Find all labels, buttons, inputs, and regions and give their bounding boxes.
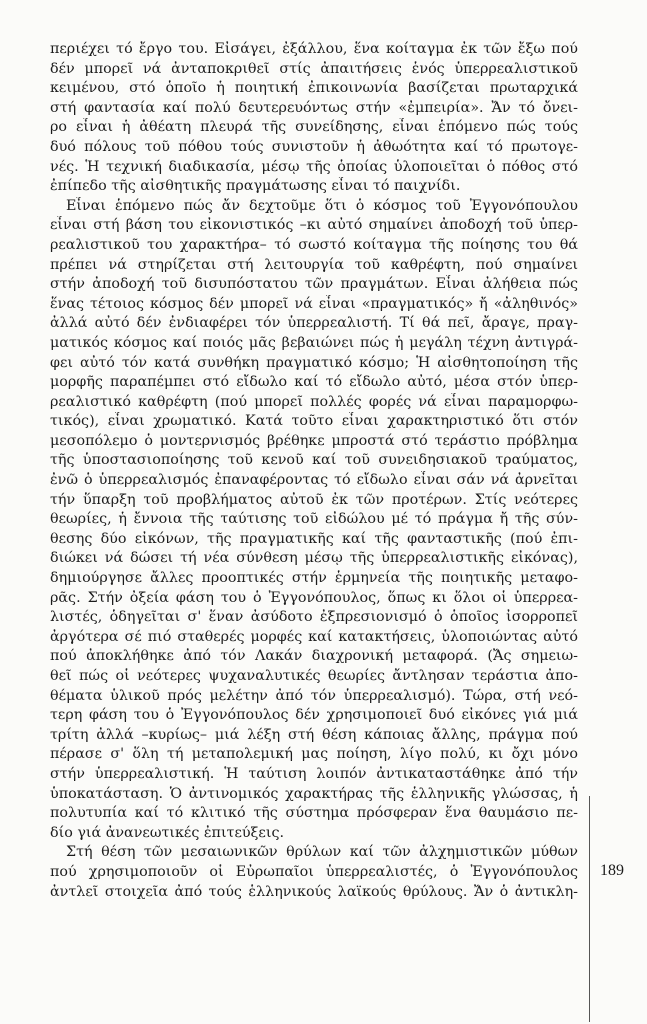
text-line: ρεαλιστικό καθρέφτη (πού μπορεῖ πολλές φορές νά εἶναι παραμορφω-	[50, 393, 578, 410]
text-line: νές. Ἡ τεχνική διαδικασία, μέσῳ τῆς ὁποίας ὑλοποιεῖται ὁ πόθος στό	[50, 158, 578, 175]
text-line: μορφῆς παραπέμπει στό εἴδωλο καί τό εἴδωλο αὐτό, μέσα στόν ὑπερ-	[50, 374, 578, 391]
text-line: ρεαλιστικοῦ του χαρακτήρα– τό σωστό κοίταγμα τῆς ποίησης του θά	[50, 236, 578, 253]
text-line: στήν ὑπερρεαλιστική. Ἡ ταύτιση λοιπόν ἀντικαταστάθηκε ἀπό τήν	[50, 765, 578, 782]
text-line: ἀντλεῖ στοιχεῖα ἀπό τούς ἑλληνικούς λαϊκούς θρύλους. Ἄν ὁ ἀντικλη-	[50, 883, 578, 900]
text-line: στή φαντασία καί πολύ δευτερευόντως στήν «ἐμπειρία». Ἄν τό ὄνει-	[50, 99, 578, 116]
text-line: εἶναι στή βάση του εἰκονιστικός –κι αὐτό σημαίνει ἀποδοχή τοῦ ὑπερ-	[50, 217, 578, 234]
page-number: 189	[600, 862, 624, 879]
text-line: δυό πόλους τοῦ πόθου τούς συνιστοῦν ἡ ἀθωότητα καί τό πρωτογε-	[50, 138, 578, 155]
text-line: πρέπει νά στηρίζεται στή λειτουργία τοῦ καθρέφτη, πού σημαίνει	[50, 256, 578, 273]
text-line: διώκει νά δώσει τή νέα σύνθεση μέσῳ τῆς ὑπερρεαλιστικῆς εἰκόνας),	[50, 550, 578, 567]
text-line: πολυτυπία καί τό κλιτικό τῆς σύστημα πρόσφεραν ἕνα θαυμάσιο πε-	[50, 805, 578, 822]
text-line: τήν ὕπαρξη τοῦ προβλήματος αὐτοῦ ἐκ τῶν προτέρων. Στίς νεότερες	[50, 491, 578, 508]
text-line: ρᾶς. Στήν ὀξεία φάση του ὁ Ἐγγονόπουλος, ὅπως κι ὅλοι οἱ ὑπερρεα-	[50, 589, 578, 606]
text-line: στήν ἀποδοχή τοῦ δισυπόστατου τῶν πραγμάτων. Εἶναι ἀλήθεια πώς	[50, 276, 578, 293]
text-line: ρο εἶναι ἡ ἀθέατη πλευρά τῆς συνείδησης, εἶναι ἑπόμενο πώς τούς	[50, 119, 578, 136]
text-line: πού ἀποκλήθηκε ἀπό τόν Λακάν διαχρονική μεταφορά. (Ἄς σημειω-	[50, 648, 578, 665]
text-line: Στή θέση τῶν μεσαιωνικῶν θρύλων καί τῶν ἀλχημιστικῶν μύθων	[66, 844, 578, 861]
text-line: ἐπίπεδο τῆς αἰσθητικῆς πραγμάτωσης εἶναι τό παιχνίδι.	[50, 178, 461, 195]
text-line: κειμένου, στό ὁποῖο ἡ ποιητική ἐπικοινωνία βασίζεται πρωταρχικά	[50, 80, 578, 97]
text-line: τικός), εἶναι χρωματικό. Κατά τοῦτο εἶναι χαρακτηριστικό ὅτι στόν	[50, 413, 578, 430]
text-line: τῆς ὑποστασιοποίησης τοῦ κενοῦ καί τοῦ συνειδησιακοῦ τραύματος,	[50, 452, 578, 469]
text-line: φει αὐτό τόν κατά συνθήκη πραγματικό κόσμο; Ἡ αἰσθητοποίηση τῆς	[50, 354, 578, 371]
text-line: λιστές, ὁδηγεῖται σ' ἕναν ἀσύδοτο ἐξπρεσιονισμό ὁ ὁποῖος ἰσορροπεῖ	[50, 609, 578, 626]
text-line: ματικός κόσμος καί ποιός μᾶς βεβαιώνει πώς ἡ μεγάλη τέχνη ἀντιγρά-	[50, 334, 578, 351]
text-line: ὑποκατάσταση. Ὁ ἀντινομικός χαρακτήρας τῆς ἑλληνικῆς γλώσσας, ἡ	[50, 785, 578, 802]
text-line: ἕνας τέτοιος κόσμος δέν μπορεῖ νά εἶναι «πραγματικός» ἤ «ἀληθινός»	[50, 295, 578, 312]
text-line: δίο γιά ἀνανεωτικές ἐπιτεύξεις.	[50, 824, 284, 841]
text-line: ἀλλά αὐτό δέν ἐνδιαφέρει τόν ὑπερρεαλιστή. Τί θά πεῖ, ἄραγε, πραγ-	[50, 315, 578, 332]
text-line: περιέχει τό ἔργο του. Εἰσάγει, ἐξάλλου, ἕνα κοίταγμα ἐκ τῶν ἔξω πού	[50, 41, 578, 57]
text-line: θέματα ὑλικοῦ πρός μελέτην ἀπό τόν ὑπερρεαλισμό). Τώρα, στή νεό-	[50, 687, 578, 704]
text-line: δέν μπορεῖ νά ἀνταποκριθεῖ στίς ἀπαιτήσεις ἑνός ὑπερρεαλιστικοῦ	[50, 60, 578, 77]
body-text	[50, 40, 578, 902]
text-line: θεωρίες, ἡ ἔννοια τῆς ταύτισης τοῦ εἰδώλου μέ τό πράγμα ἤ τῆς σύν-	[50, 511, 578, 528]
text-line: ἐνῶ ὁ ὑπερρεαλισμός ἐπαναφέροντας τό εἴδωλο εἶναι σάν νά ἀρνεῖται	[50, 472, 578, 489]
text-line: μεσοπόλεμο ὁ μοντερνισμός βρέθηκε μπροστά στό τεράστιο πρόβλημα	[50, 432, 578, 449]
text-line: θεσης δύο εἰκόνων, τῆς πραγματικῆς καί τῆς φανταστικῆς (πού ἐπι-	[50, 530, 578, 547]
text-line: δημιούργησε ἄλλες προοπτικές στήν ἑρμηνεία τῆς ποιητικῆς μεταφο-	[50, 570, 578, 587]
text-line: πού χρησιμοποιοῦν οἱ Εὐρωπαῖοι ὑπερρεαλιστές, ὁ Ἐγγονόπουλος	[50, 863, 578, 880]
text-line: τρίτη ἀλλά –κυρίως– μιά λέξη στή θέση κάποιας ἄλλης, πράγμα πού	[50, 726, 578, 743]
text-line: ἀργότερα σέ πιό σταθερές μορφές καί κατακτήσεις, ὑλοποιώντας αὐτό	[50, 628, 578, 645]
text-line: Εἶναι ἑπόμενο πώς ἄν δεχτοῦμε ὅτι ὁ κόσμος τοῦ Ἐγγονόπουλου	[66, 197, 578, 214]
text-line: πέρασε σ' ὅλη τή μεταπολεμική μας ποίηση, λίγο πολύ, κι ὄχι μόνο	[50, 746, 578, 763]
text-line: θεῖ πώς οἱ νεότερες ψυχαναλυτικές θεωρίες ἄντλησαν τεράστια ἀπο-	[50, 668, 578, 684]
margin-rule	[589, 796, 590, 1022]
text-line: τερη φάση του ὁ Ἐγγονόπουλος δέν χρησιμοποιεῖ δυό εἰκόνες γιά μιά	[50, 707, 578, 724]
